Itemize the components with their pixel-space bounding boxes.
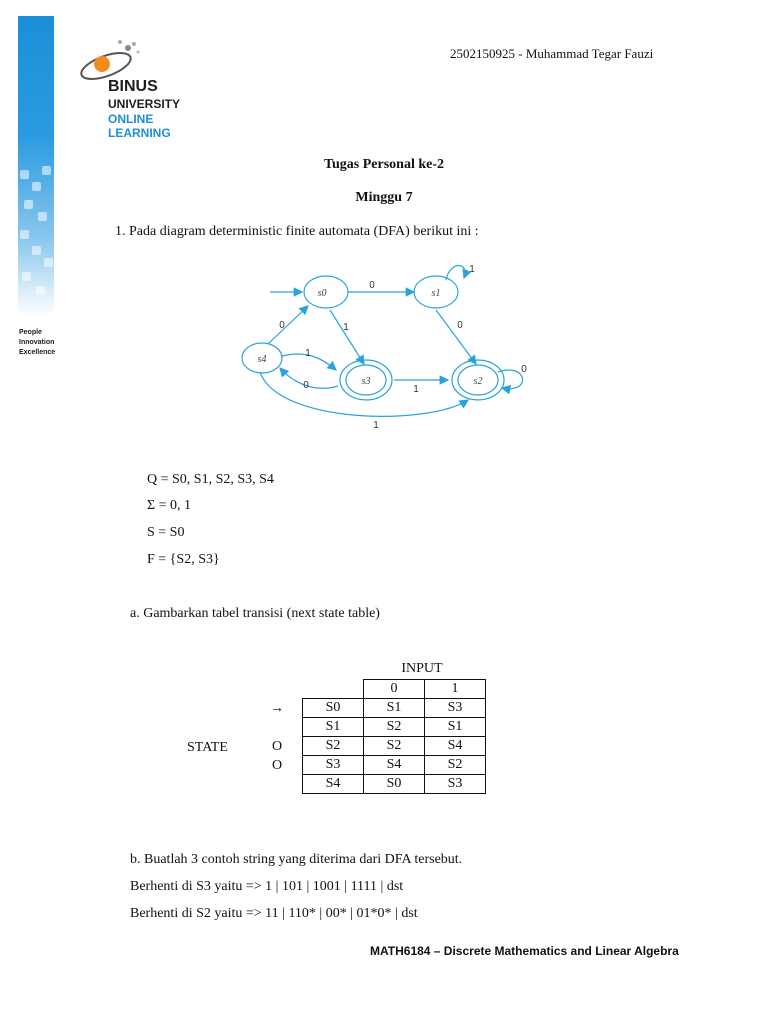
logo-learning: LEARNING — [108, 126, 171, 140]
next-state-cell: S3 — [425, 775, 486, 794]
edge-s4-s0 — [268, 306, 308, 344]
label-s0: s0 — [317, 288, 327, 299]
next-state-cell: S4 — [425, 737, 486, 756]
input-label: INPUT — [401, 661, 443, 676]
state-cell: S2 — [303, 737, 364, 756]
table-header-row — [303, 680, 486, 699]
state-cell: S4 — [303, 775, 364, 794]
table-row — [303, 775, 486, 794]
next-state-cell: S1 — [425, 718, 486, 737]
next-state-cell: S3 — [425, 699, 486, 718]
next-state-cell: S2 — [364, 718, 425, 737]
author-name: 2502150925 - Muhammad Tegar Fauzi — [450, 46, 654, 61]
logo-university: UNIVERSITY — [108, 97, 181, 111]
document-title: Tugas Personal ke-2 — [323, 157, 445, 172]
next-state-cell: S4 — [364, 756, 425, 775]
answer-s2: Berhenti di S2 yaitu => 11 | 110* | 00* | 01*0* | dst — [130, 906, 418, 921]
edge-s1-loop — [446, 266, 465, 281]
table-corner — [303, 680, 364, 699]
transition-table — [302, 679, 486, 794]
label-s2: s2 — [473, 376, 483, 387]
edge-s3-s4 — [280, 368, 338, 388]
question-1: 1. Pada diagram deterministic finite automata (DFA) berikut ini : — [115, 224, 479, 239]
edge-label-s1-loop: 1 — [469, 264, 475, 275]
tagline-people: People — [19, 329, 42, 336]
sidebar-pattern — [18, 160, 54, 320]
edge-label-s3-s4: 0 — [303, 380, 309, 391]
edge-s0-s3 — [330, 310, 364, 364]
def-start: S = S0 — [147, 525, 185, 540]
table-row — [303, 737, 486, 756]
edge-label-s4-s3: 1 — [305, 348, 311, 359]
edge-label-s0-s1: 0 — [369, 280, 375, 291]
label-s4: s4 — [257, 354, 267, 365]
edge-label-s1-s2: 0 — [457, 320, 463, 331]
edge-s2-loop — [498, 370, 523, 389]
state-label: STATE — [187, 740, 228, 755]
def-final: F = {S2, S3} — [147, 552, 220, 567]
edge-label-s0-s3: 1 — [343, 322, 349, 333]
marker-s4 — [252, 775, 302, 794]
edge-s1-s2 — [436, 310, 476, 364]
label-s1: s1 — [431, 288, 441, 299]
logo-online: ONLINE — [108, 112, 154, 126]
answer-s3: Berhenti di S3 yaitu => 1 | 101 | 1001 | 1111 | dst — [130, 879, 404, 894]
marker-s1 — [252, 718, 302, 737]
column-header: 0 — [364, 680, 425, 699]
state-cell: S1 — [303, 718, 364, 737]
def-q: Q = S0, S1, S2, S3, S4 — [147, 472, 274, 487]
table-row — [303, 756, 486, 775]
state-cell: S3 — [303, 756, 364, 775]
edge-label-s4-s2: 1 — [373, 420, 379, 431]
edge-label-s4-s0: 0 — [279, 320, 285, 331]
row-markers — [252, 699, 302, 794]
next-state-cell: S2 — [364, 737, 425, 756]
logo-binus: BINUS — [108, 78, 158, 95]
marker-s3: O — [271, 758, 283, 773]
edge-label-s3-s2: 1 — [413, 384, 419, 395]
state-cell: S0 — [303, 699, 364, 718]
part-a: a. Gambarkan tabel transisi (next state table) — [130, 606, 380, 621]
edge-label-s2-loop: 0 — [521, 364, 527, 375]
next-state-cell: S1 — [364, 699, 425, 718]
part-b: b. Buatlah 3 contoh string yang diterima dari DFA tersebut. — [130, 852, 463, 867]
table-row — [303, 718, 486, 737]
dfa-diagram — [238, 254, 538, 434]
def-sigma: Σ = 0, 1 — [147, 498, 192, 513]
tagline-excellence: Excellence — [19, 349, 56, 356]
marker-s2: O — [271, 739, 283, 754]
binus-logo-icon — [72, 36, 152, 84]
column-header: 1 — [425, 680, 486, 699]
table-row — [303, 699, 486, 718]
document-subtitle: Minggu 7 — [355, 190, 413, 205]
next-state-cell: S2 — [425, 756, 486, 775]
footer-course: MATH6184 – Discrete Mathematics and Linear Algebra — [370, 944, 679, 958]
label-s3: s3 — [361, 376, 371, 387]
tagline-innovation: Innovation — [19, 339, 55, 346]
marker-s0: → — [270, 701, 284, 716]
next-state-cell: S0 — [364, 775, 425, 794]
